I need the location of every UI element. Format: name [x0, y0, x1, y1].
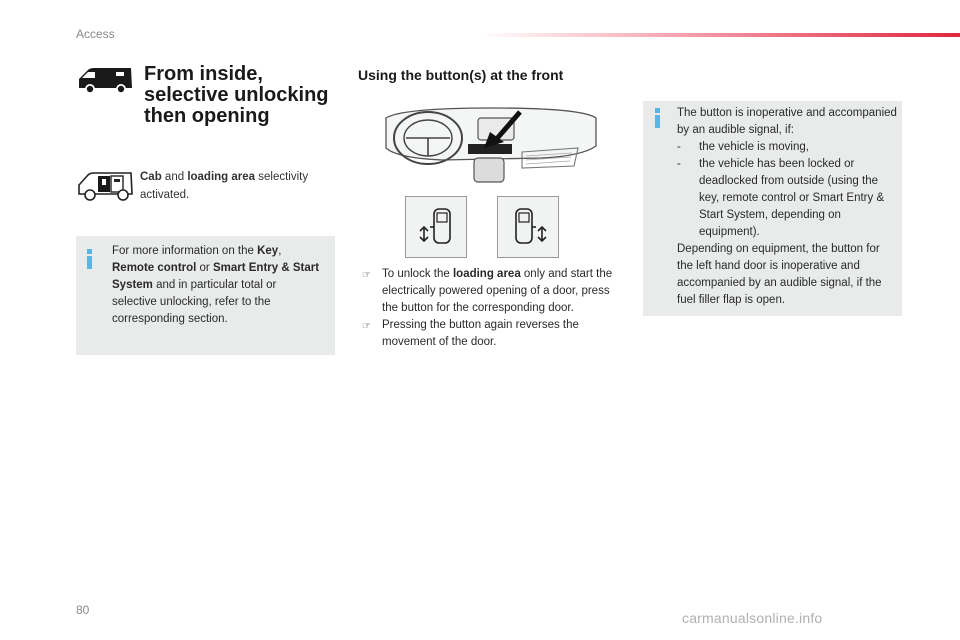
list-item: - the vehicle is moving,	[677, 141, 809, 153]
van-sliding-doors-icon	[76, 170, 134, 202]
main-title-line-1: From inside,	[144, 63, 263, 85]
loading-area-term: loading area	[187, 171, 256, 183]
info-outro: Depending on equipment, the button for the left hand door is inoperative and accompanied by an audible signal, if the fuel filler flap is open.	[677, 243, 882, 306]
info-box-inoperative	[643, 101, 902, 316]
main-title-line-2: selective unlocking	[144, 84, 329, 106]
main-title-line-3: then opening	[144, 105, 270, 127]
smart-entry-term: Smart Entry & Start System	[112, 262, 320, 291]
info-text	[677, 105, 897, 309]
steps-list	[362, 266, 620, 351]
step-text: To unlock the loading area only and start the electrically powered opening of a door, press the button for the corresponding door.	[382, 268, 613, 314]
cab-term: Cab	[140, 171, 162, 183]
step-item	[362, 317, 620, 351]
watermark: carmanualsonline.info	[682, 610, 823, 626]
main-title	[144, 64, 344, 127]
key-term: Key	[257, 245, 279, 257]
section-label: Access	[76, 27, 115, 41]
step-text: Pressing the button again reverses the movement of the door.	[382, 319, 579, 348]
cab-note-and: and	[161, 171, 188, 183]
remote-control-term: Remote control	[112, 262, 197, 274]
page-number: 80	[76, 603, 90, 617]
info-icon	[87, 249, 92, 269]
cab-note	[140, 168, 330, 204]
info-intro: The button is inoperative and accompanied by an audible signal, if:	[677, 107, 897, 136]
right-sliding-door-button-icon	[497, 196, 559, 258]
info-box-more-information	[76, 236, 335, 355]
header-divider	[480, 33, 960, 37]
info-text: For more information on the Key, Remote control or Smart Entry & Start System and in particular total or selective unlocking, refer to the corresponding section.	[112, 245, 320, 325]
step-marker-icon: ☞	[362, 321, 371, 332]
step-marker-icon: ☞	[362, 270, 371, 281]
loading-area-term: loading area	[452, 268, 521, 280]
list-item: - the vehicle has been locked or deadlocked from outside (using the key, remote control or Smart Entry & Start System, depending on equipment).	[677, 158, 885, 238]
section-subtitle: Using the button(s) at the front	[358, 67, 564, 83]
cab-note-rest: selectivity activated.	[140, 171, 309, 201]
info-icon	[655, 108, 660, 128]
dashboard-illustration	[382, 104, 600, 188]
step-item	[362, 266, 620, 317]
van-icon	[76, 66, 134, 96]
left-sliding-door-button-icon	[405, 196, 467, 258]
